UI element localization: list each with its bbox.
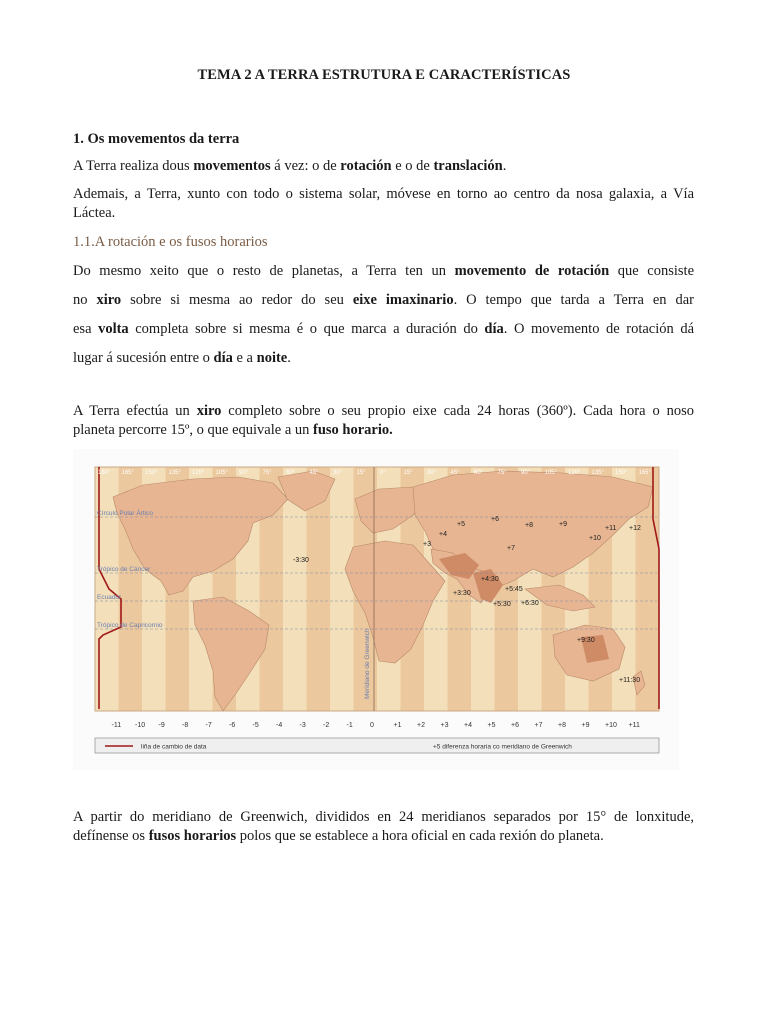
bold-run: día (484, 321, 504, 337)
offset-tick-label: +10 (605, 722, 617, 729)
bold-run: rotación (340, 158, 392, 174)
legend-dateline-text: liña de cambio de data (141, 743, 207, 751)
text-run: e a (232, 350, 257, 366)
longitude-tick-label: 135° (168, 470, 181, 476)
arctic-circle-label: Círculo Polar Ártico (97, 510, 153, 517)
offset-tick-label: +6 (511, 722, 519, 729)
bold-run: movemento de rotación (454, 263, 610, 279)
text-run: no (73, 292, 97, 308)
map-legend (95, 738, 659, 753)
equator-label: Ecuador (97, 594, 122, 601)
bold-run: eixe imaxinario (352, 292, 454, 308)
offset-tick-label: -10 (135, 722, 146, 729)
longitude-tick-label: 180° (98, 470, 111, 476)
bold-run: noite (256, 350, 288, 366)
text-run: defínense os (73, 828, 149, 844)
text-run: lugar á sucesión entre o (73, 350, 214, 366)
zone-label: +10 (589, 535, 601, 542)
longitude-tick-label: 150° (145, 470, 158, 476)
legend-offset-text: +5 diferenza horaria co meridiano de Greenwich (433, 743, 572, 751)
time-zone-map (73, 449, 679, 770)
text-run: A Terra realiza dous (73, 158, 194, 174)
offset-tick-label: -3 (299, 722, 306, 729)
longitude-tick-label: 120° (192, 470, 205, 476)
bold-run: fusos horarios (148, 828, 237, 844)
zone-label: +11 (605, 525, 617, 532)
zone-label: -3:30 (293, 557, 309, 564)
text-run: . O movemento de rotación dá (503, 321, 695, 337)
text-run: completo sobre o seu propio eixe cada 24 horas (360º). Cada hora o noso (221, 403, 694, 419)
zone-label: +8 (525, 522, 533, 529)
zone-label: +5:45 (505, 586, 523, 593)
closing-line-1: A partir do meridiano de Greenwich, divididos en 24 meridianos separados por 15° de lonxitude, (73, 809, 694, 825)
zone-label: +5 (457, 521, 465, 528)
bottom-offset-ticks (112, 722, 640, 729)
text-run: sobre si mesma ao redor do seu (121, 292, 353, 308)
text-run: . (502, 158, 507, 174)
longitude-tick-label: 30° (427, 470, 437, 476)
offset-tick-label: -8 (182, 722, 189, 729)
xiro-line-1 (73, 402, 694, 420)
tropic-cancer-label: Trópico de Cáncer (97, 566, 151, 573)
zone-label: +9 (559, 521, 567, 528)
offset-tick-label: +9 (581, 722, 590, 729)
text-run: e o de (391, 158, 434, 174)
text-run: esa (73, 321, 99, 337)
zone-label: +3:30 (453, 590, 471, 597)
offset-tick-label: +5 (487, 722, 496, 729)
offset-tick-label: +7 (534, 722, 543, 729)
longitude-tick-label: 105° (215, 470, 228, 476)
longitude-tick-label: 45° (309, 470, 319, 476)
longitude-tick-label: 120° (568, 470, 581, 476)
offset-tick-label: +4 (464, 722, 472, 729)
offset-tick-label: +3 (440, 722, 449, 729)
offset-tick-label: -7 (205, 722, 212, 729)
longitude-tick-label: 135° (591, 470, 604, 476)
bold-run: xiro (196, 403, 222, 419)
offset-tick-label: +11 (628, 722, 640, 729)
offset-tick-label: +1 (393, 722, 402, 729)
zone-label: +11:30 (619, 677, 641, 684)
longitude-tick-label: 105° (544, 470, 557, 476)
longitude-tick-label: 165° (638, 470, 651, 476)
rotation-line-1 (73, 262, 694, 280)
rotation-line-4 (73, 349, 694, 367)
longitude-tick-label: 90° (521, 470, 531, 476)
offset-tick-label: -9 (158, 722, 165, 729)
offset-tick-label: +2 (417, 722, 425, 729)
longitude-tick-label: 45° (450, 470, 460, 476)
rotation-line-2 (73, 291, 694, 309)
bold-run: movementos (193, 158, 271, 174)
section-heading: 1. Os movementos da terra (73, 131, 240, 147)
longitude-tick-label: 75° (262, 470, 272, 476)
longitude-tick-label: 15° (356, 470, 366, 476)
offset-tick-label: -6 (229, 722, 236, 729)
longitude-tick-label: 165° (121, 470, 134, 476)
longitude-tick-label: 60° (286, 470, 296, 476)
time-zone-map-figure (73, 449, 679, 770)
zone-label: +4:30 (481, 576, 499, 583)
longitude-tick-label: 150° (615, 470, 628, 476)
paragraph-galaxy-line2: Láctea. (73, 205, 116, 221)
bold-run: xiro (96, 292, 122, 308)
longitude-tick-label: 75° (497, 470, 507, 476)
zone-label: +3 (423, 541, 431, 548)
zone-label: +12 (629, 525, 641, 532)
offset-tick-label: -5 (252, 722, 259, 729)
tropic-capricorn-label: Trópico de Capricornio (97, 622, 163, 629)
text-run: completa sobre si mesma é o que marca a duración do (128, 321, 485, 337)
zone-label: +6:30 (521, 600, 539, 607)
rotation-line-3 (73, 320, 694, 338)
time-zone-band (330, 467, 354, 711)
zone-label: +9:30 (577, 637, 595, 644)
bold-run: translación (433, 158, 503, 174)
paragraph-galaxy-line1: Ademais, a Terra, xunto con todo o sistema solar, móvese en torno ao centro da nosa galaxia, a Vía (73, 186, 694, 202)
paragraph-movements (73, 157, 694, 175)
text-run: . (287, 350, 291, 366)
offset-tick-label: -11 (111, 722, 122, 729)
closing-line-2 (73, 827, 694, 845)
offset-tick-label: -1 (346, 722, 353, 729)
bold-run: fuso horario. (313, 422, 393, 438)
zone-label: +5:30 (493, 601, 511, 608)
longitude-tick-label: 60° (474, 470, 484, 476)
meridian-label: Meridiano de Greenwich (364, 628, 371, 699)
bold-run: día (213, 350, 233, 366)
offset-tick-label: -2 (323, 722, 330, 729)
longitude-tick-label: 0° (380, 470, 386, 476)
text-run: Do mesmo xeito que o resto de planetas, a Terra ten un (73, 263, 455, 279)
text-run: polos que se establece a hora oficial en cada rexión do planeta. (236, 828, 604, 844)
bold-run: volta (98, 321, 129, 337)
xiro-line-2 (73, 421, 694, 439)
text-run: planeta percorre 15º, o que equivale a un (73, 422, 314, 438)
zone-label: +6 (491, 516, 499, 523)
text-run: . O tempo que tarda a Terra en dar (453, 292, 694, 308)
longitude-tick-label: 15° (403, 470, 413, 476)
zone-label: +4 (439, 531, 447, 538)
page-title: TEMA 2 A TERRA ESTRUTURA E CARACTERÍSTICAS (197, 67, 571, 83)
subsection-heading: 1.1.A rotación e os fusos horarios (73, 234, 268, 250)
offset-tick-label: +8 (558, 722, 566, 729)
text-run: que consiste (609, 263, 695, 279)
offset-tick-label: -4 (276, 722, 283, 729)
zone-label: +7 (507, 545, 515, 552)
offset-tick-label: 0 (370, 722, 374, 729)
longitude-tick-label: 90° (239, 470, 249, 476)
text-run: A Terra efectúa un (73, 403, 197, 419)
text-run: á vez: o de (270, 158, 341, 174)
longitude-tick-label: 30° (333, 470, 343, 476)
